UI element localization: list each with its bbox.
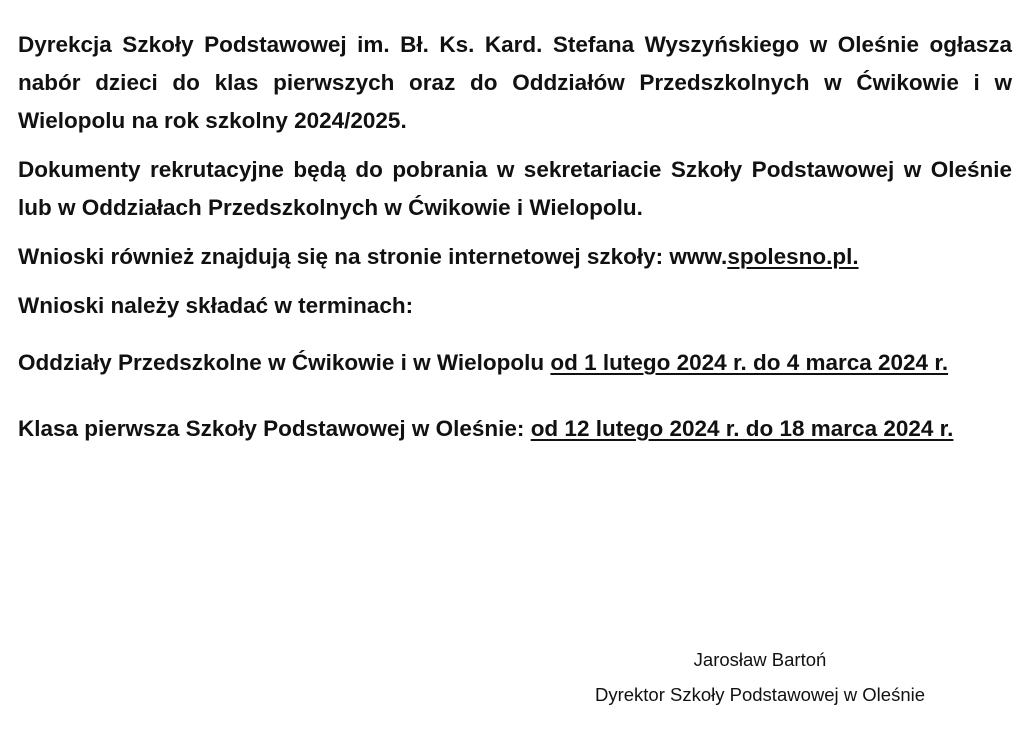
website-info xyxy=(18,238,1012,276)
preschool-term-dates: od 1 lutego 2024 r. do 4 marca 2024 r. xyxy=(550,350,949,375)
preschool-term-label: Oddziały Przedszkolne w Ćwikowie i w Wielopolu xyxy=(18,350,551,375)
website-info-text: Wnioski również znajdują się na stronie internetowej szkoły: www. xyxy=(18,244,728,269)
school-website-link[interactable]: spolesno.pl. xyxy=(727,244,859,269)
deadlines-heading: Wnioski należy składać w terminach: xyxy=(18,293,414,318)
first-grade-term-label: Klasa pierwsza Szkoły Podstawowej w Oleśnie: xyxy=(18,416,531,441)
preschool-term xyxy=(18,344,1012,382)
announcement-intro: Dyrekcja Szkoły Podstawowej im. Bł. Ks. Kard. Stefana Wyszyńskiego w Oleśnie ogłasza nabór dzieci do klas pierwszych oraz do Oddziałów Przedszkolnych w Ćwikowie i w Wielopolu na rok szkolny 2024/2025. xyxy=(18,32,1012,133)
announcement-document xyxy=(18,26,1012,448)
documents-info: Dokumenty rekrutacyjne będą do pobrania w sekretariacie Szkoły Podstawowej w Oleśnie lub w Oddziałach Przedszkolnych w Ćwikowie i Wielopolu. xyxy=(18,157,1012,220)
signature-block xyxy=(540,642,980,712)
signatory-name: Jarosław Bartoń xyxy=(693,649,827,670)
first-grade-term xyxy=(18,410,1012,448)
first-grade-term-dates: od 12 lutego 2024 r. do 18 marca 2024 r. xyxy=(530,416,954,441)
signatory-title: Dyrektor Szkoły Podstawowej w Oleśnie xyxy=(594,684,926,705)
